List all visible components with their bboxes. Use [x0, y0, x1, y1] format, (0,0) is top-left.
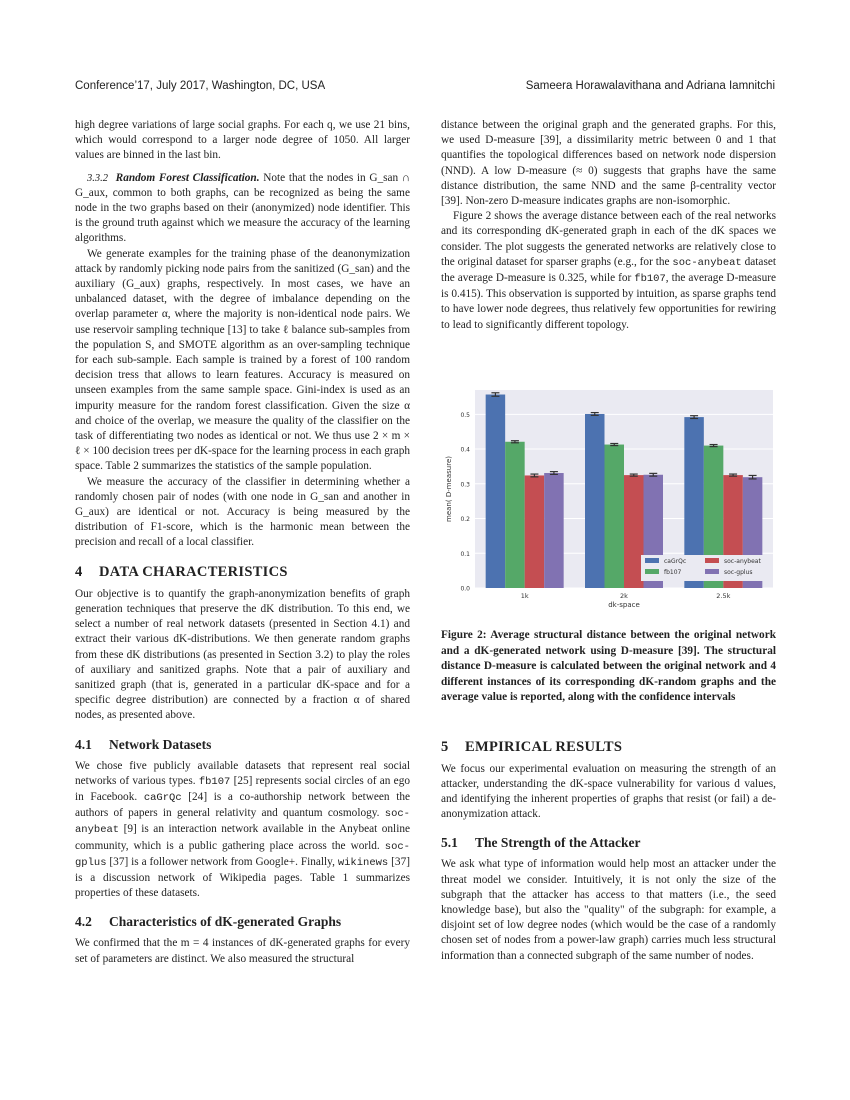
y-tick-label: 0.1	[460, 550, 470, 558]
section-4-2-title: Characteristics of dK-generated Graphs	[109, 914, 342, 930]
fig2-dataset-soc-anybeat: soc-anybeat	[672, 256, 742, 269]
legend-swatch-fb107	[645, 569, 659, 574]
bar-caGrQc-1k	[486, 395, 506, 588]
section-4-heading	[75, 564, 410, 581]
bar-chart	[441, 382, 781, 614]
paragraph-d-measure: distance between the original graph and the generated graphs. For this, we used D-measure [39], a dissimilarity metric between 0 and 1 that quantifies the topological differences based on network node dispersion (NND). A low D-measure (≈ 0) suggests that graphs have the same distance distribution, the same NND and the same β-centrality vector [39]. Non-zero D-measure indicates graphs are non-isomorphic.	[441, 119, 776, 208]
dataset-fb107: fb107	[198, 775, 231, 788]
right-column-top	[441, 118, 776, 333]
section-5-text: We focus our experimental evaluation on measuring the strength of an attacker, understanding the dK-space vulnerability for various d values, and identifying the inherent properties of graphs that resist (or fail) a de-anonymization attack.	[441, 762, 776, 821]
y-tick-label: 0.3	[460, 481, 470, 489]
section-3-3-2	[75, 171, 410, 247]
paragraph-accuracy: We measure the accuracy of the classifier in determining whether a randomly chosen pair of nodes (with one node in G_san and another in G_aux) are identical or not. Accuracy is being measured by the distribution of F1-score, which is the harmonic mean between the precision and recall of a local classifier.	[75, 475, 410, 549]
y-tick-label: 0.0	[460, 585, 470, 593]
section-4-text: Our objective is to quantify the graph-anonymization benefits of graph generation techniques that preserve the dK distribution. To this end, we select a number of real network datasets (presented in Section 4.1) and extract their various dK-distributions. We then generate random graphs from these dK distributions (as presented in Section 3.2) to play the roles of auxiliary and sanitized graphs. Note that a pair of auxiliary and sanitized graph (that is, generated in a particular dK-space and for a specific degree distribution) are connected by a fraction α of shared nodes, as presented above.	[75, 587, 410, 722]
section-5-1-text: We ask what type of information would help most an attacker under the threat model we consider. Intuitively, it is not only the size of the subgraph that the attacker has access to that matters (i.e., the seed knowledge base), but also the "quality" of the subgraph: for example, a disjoint set of low degree nodes (which would be the case of a randomly chosen set of nodes from a power-law graph) carries much less structural information than a connected subgraph of the same number of nodes.	[441, 858, 776, 962]
section-4-1-text	[75, 759, 410, 902]
dataset-soc-gplus: soc-gplus	[75, 840, 410, 869]
bar-soc-anybeat-2k	[624, 475, 644, 588]
x-axis-label: dk-space	[608, 601, 640, 609]
legend-label-soc-gplus: soc-gplus	[724, 569, 753, 576]
dataset-cagrqc: caGrQc	[143, 791, 182, 804]
paragraph-training: We generate examples for the training phase of the deanonymization attack by randomly picking node pairs from the sanitized (G_san) and the auxiliary (G_aux) graphs, respectively. In most cases, we have an unbalanced dataset, with the degree of imbalance depending on the overlap parameter α, where the majority is non-identical node pairs. We use reservoir sampling technique [13] to take ℓ balance sub-samples from the population S, and SMOTE algorithm as an over-sampling technique for each sub-sample. Each sample is trained by a forest of 100 random decision tress that allows to learn features. Accuracy is measured on unseen examples from the same sample space. Gini-index is used as an impurity measure for the random forest classification. Given the size α and choice of the overlap, we measure the quality of the classifier on the task of differentiating two nodes as identical or not. We thus use 2 × m × ℓ × 100 decision trees per dK-space for the learning process in each graph space. Table 2 summarizes the statistics of the sample population.	[75, 247, 410, 473]
y-tick-label: 0.5	[460, 411, 470, 419]
section-5-title: EMPIRICAL RESULTS	[465, 738, 623, 755]
x-tick-label: 2.5k	[716, 592, 731, 600]
figure-2-caption: Figure 2: Average structural distance between the original network and a dK-generated network using D-measure [39]. The structural distance D-measure is calculated between the original network and 4 different instances of its corresponding dK-random graphs and the average value is reported, along with the confidence intervals	[441, 629, 776, 703]
section-5-1-title: The Strength of the Attacker	[475, 835, 641, 851]
header-venue: Conference’17, July 2017, Washington, DC, USA	[75, 80, 326, 92]
dataset-soc-gplus-desc: [37] is a follower network from Google+. Finally,	[109, 855, 335, 868]
legend-label-soc-anybeat: soc-anybeat	[724, 558, 761, 565]
paragraph-bins: high degree variations of large social graphs. For each q, we use 21 bins, which would correspond to a larger node degree of 1050. All larger values are binned in the last bin.	[75, 119, 410, 162]
section-4-1-number: 4.1	[75, 736, 92, 752]
legend-swatch-caGrQc	[645, 558, 659, 563]
section-5-1-number: 5.1	[441, 835, 458, 851]
legend-label-fb107: fb107	[664, 569, 682, 576]
figure-2-chart	[441, 382, 781, 614]
dataset-wikinews: wikinews	[337, 856, 389, 869]
fig2-discussion-a: Figure 2 shows the average distance between each of the real networks and its corresponding dK-generated graph in each of the dK spaces we consider. The plot suggests the generated networks are relatively close to the original dataset for sparser graphs (e.g., for the	[441, 210, 776, 268]
section-4-2-text: We confirmed that the m = 4 instances of dK-generated graphs for every set of parameters are distinct. We also measured the structural	[75, 937, 410, 965]
header-authors: Sameera Horawalavithana and Adriana Iamnitchi	[525, 80, 775, 92]
left-column	[75, 118, 410, 967]
dataset-soc-anybeat: soc-anybeat	[75, 808, 410, 837]
datasets-intro: We chose five publicly available datasets that represent real social networks of various types.	[75, 759, 410, 787]
x-tick-label: 1k	[520, 592, 529, 600]
fig2-discussion-c: , the average D-measure is 0.415). This observation is supported by intuition, as sparse graphs tend to have lower node degrees, thus relatively few opportunities for rewiring to lead to significantly different topology.	[441, 272, 776, 331]
fig2-dataset-fb107: fb107	[634, 273, 666, 286]
paragraph-figure-2-discussion	[441, 209, 776, 333]
legend-swatch-soc-gplus	[705, 569, 719, 574]
dataset-wikinews-desc: [37] is a discussion network of Wikipedia pages. Table 1 summarizes properties of these datasets.	[75, 855, 410, 900]
bar-soc-anybeat-1k	[525, 475, 545, 588]
page-header	[75, 80, 775, 98]
bar-fb107-2k	[605, 445, 625, 588]
section-4-title: DATA CHARACTERISTICS	[99, 563, 288, 580]
section-5-heading	[441, 739, 776, 756]
fig2-discussion-b: dataset the average D-measure is 0.325, while for	[441, 255, 776, 285]
section-4-1-title: Network Datasets	[109, 736, 212, 752]
section-4-number: 4	[75, 563, 83, 580]
bar-fb107-1k	[505, 442, 525, 588]
x-tick-label: 2k	[620, 592, 628, 600]
section-4-1-heading	[75, 737, 410, 753]
section-4-2-number: 4.2	[75, 914, 92, 930]
section-3-3-2-number: 3.3.2	[87, 172, 108, 184]
dataset-fb107-desc: [25] represents social circles of an ego in Facebook.	[75, 774, 410, 803]
section-4-2-heading	[75, 914, 410, 930]
bar-soc-gplus-1k	[544, 473, 564, 588]
section-3-3-2-title: Random Forest Classification.	[115, 171, 260, 184]
section-5-1-heading	[441, 835, 776, 851]
y-tick-label: 0.2	[460, 516, 470, 524]
section-5-number: 5	[441, 738, 449, 755]
legend-label-caGrQc: caGrQc	[664, 558, 687, 565]
bar-caGrQc-2k	[585, 414, 605, 588]
dataset-soc-anybeat-desc: [9] is an interaction network available in the Anybeat online community, which is a public gathering place across the world.	[75, 823, 410, 852]
y-tick-label: 0.4	[460, 446, 470, 454]
right-column-bottom	[441, 628, 776, 964]
y-axis-label: mean( D-measure)	[445, 456, 453, 522]
legend-swatch-soc-anybeat	[705, 558, 719, 563]
dataset-cagrqc-desc: [24] is a co-authorship network between the authors of papers in general relativity and quantum cosmology.	[75, 790, 411, 820]
section-3-3-2-text: Note that the nodes in G_san ∩ G_aux, common to both graphs, can be recognized as being the same node in the two graphs based on their (anonymized) node identifier. This is the ground truth against which we measure the accuracy of the learning algorithms.	[75, 171, 411, 245]
